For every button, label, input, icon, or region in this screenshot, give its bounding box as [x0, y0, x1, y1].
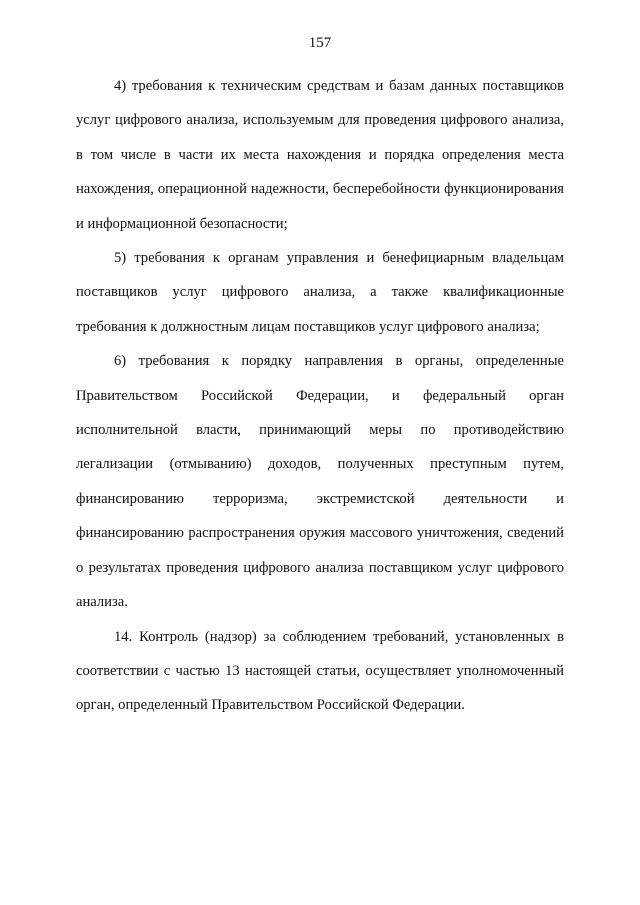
paragraph-item-5: 5) требования к органам управления и бенефициарным владельцам поставщиков услуг цифрового анализа, а также квалификационные требования к должностным лицам поставщиков услуг цифрового анализа; — [76, 250, 564, 335]
paragraph-section-14: 14. Контроль (надзор) за соблюдением требований, установленных в соответствии с частью 13 настоящей статьи, осуществляет уполномоченный орган, определенный Правительством Российской Федерации. — [76, 628, 564, 714]
paragraph-item-6: 6) требования к порядку направления в органы, определенные Правительством Российской Федерации, и федеральный орган исполнительной власти, принимающий меры по противодействию легализации (отмыванию) доходов, полученных преступным путем, финансированию терроризма, экстремистской деятельности и финансированию распространения оружия массового уничтожения, сведений о результатах проведения цифрового анализа поставщиком услуг цифрового анализа. — [76, 353, 564, 611]
document-body — [76, 69, 564, 723]
page-number: 157 — [308, 35, 332, 51]
paragraph-item-4: 4) требования к техническим средствам и базам данных поставщиков услуг цифрового анализа, используемым для проведения цифрового анализа, в том числе в части их места нахождения и порядка определения места нахождения, операционной надежности, бесперебойности функционирования и информационной безопасности; — [76, 78, 564, 232]
